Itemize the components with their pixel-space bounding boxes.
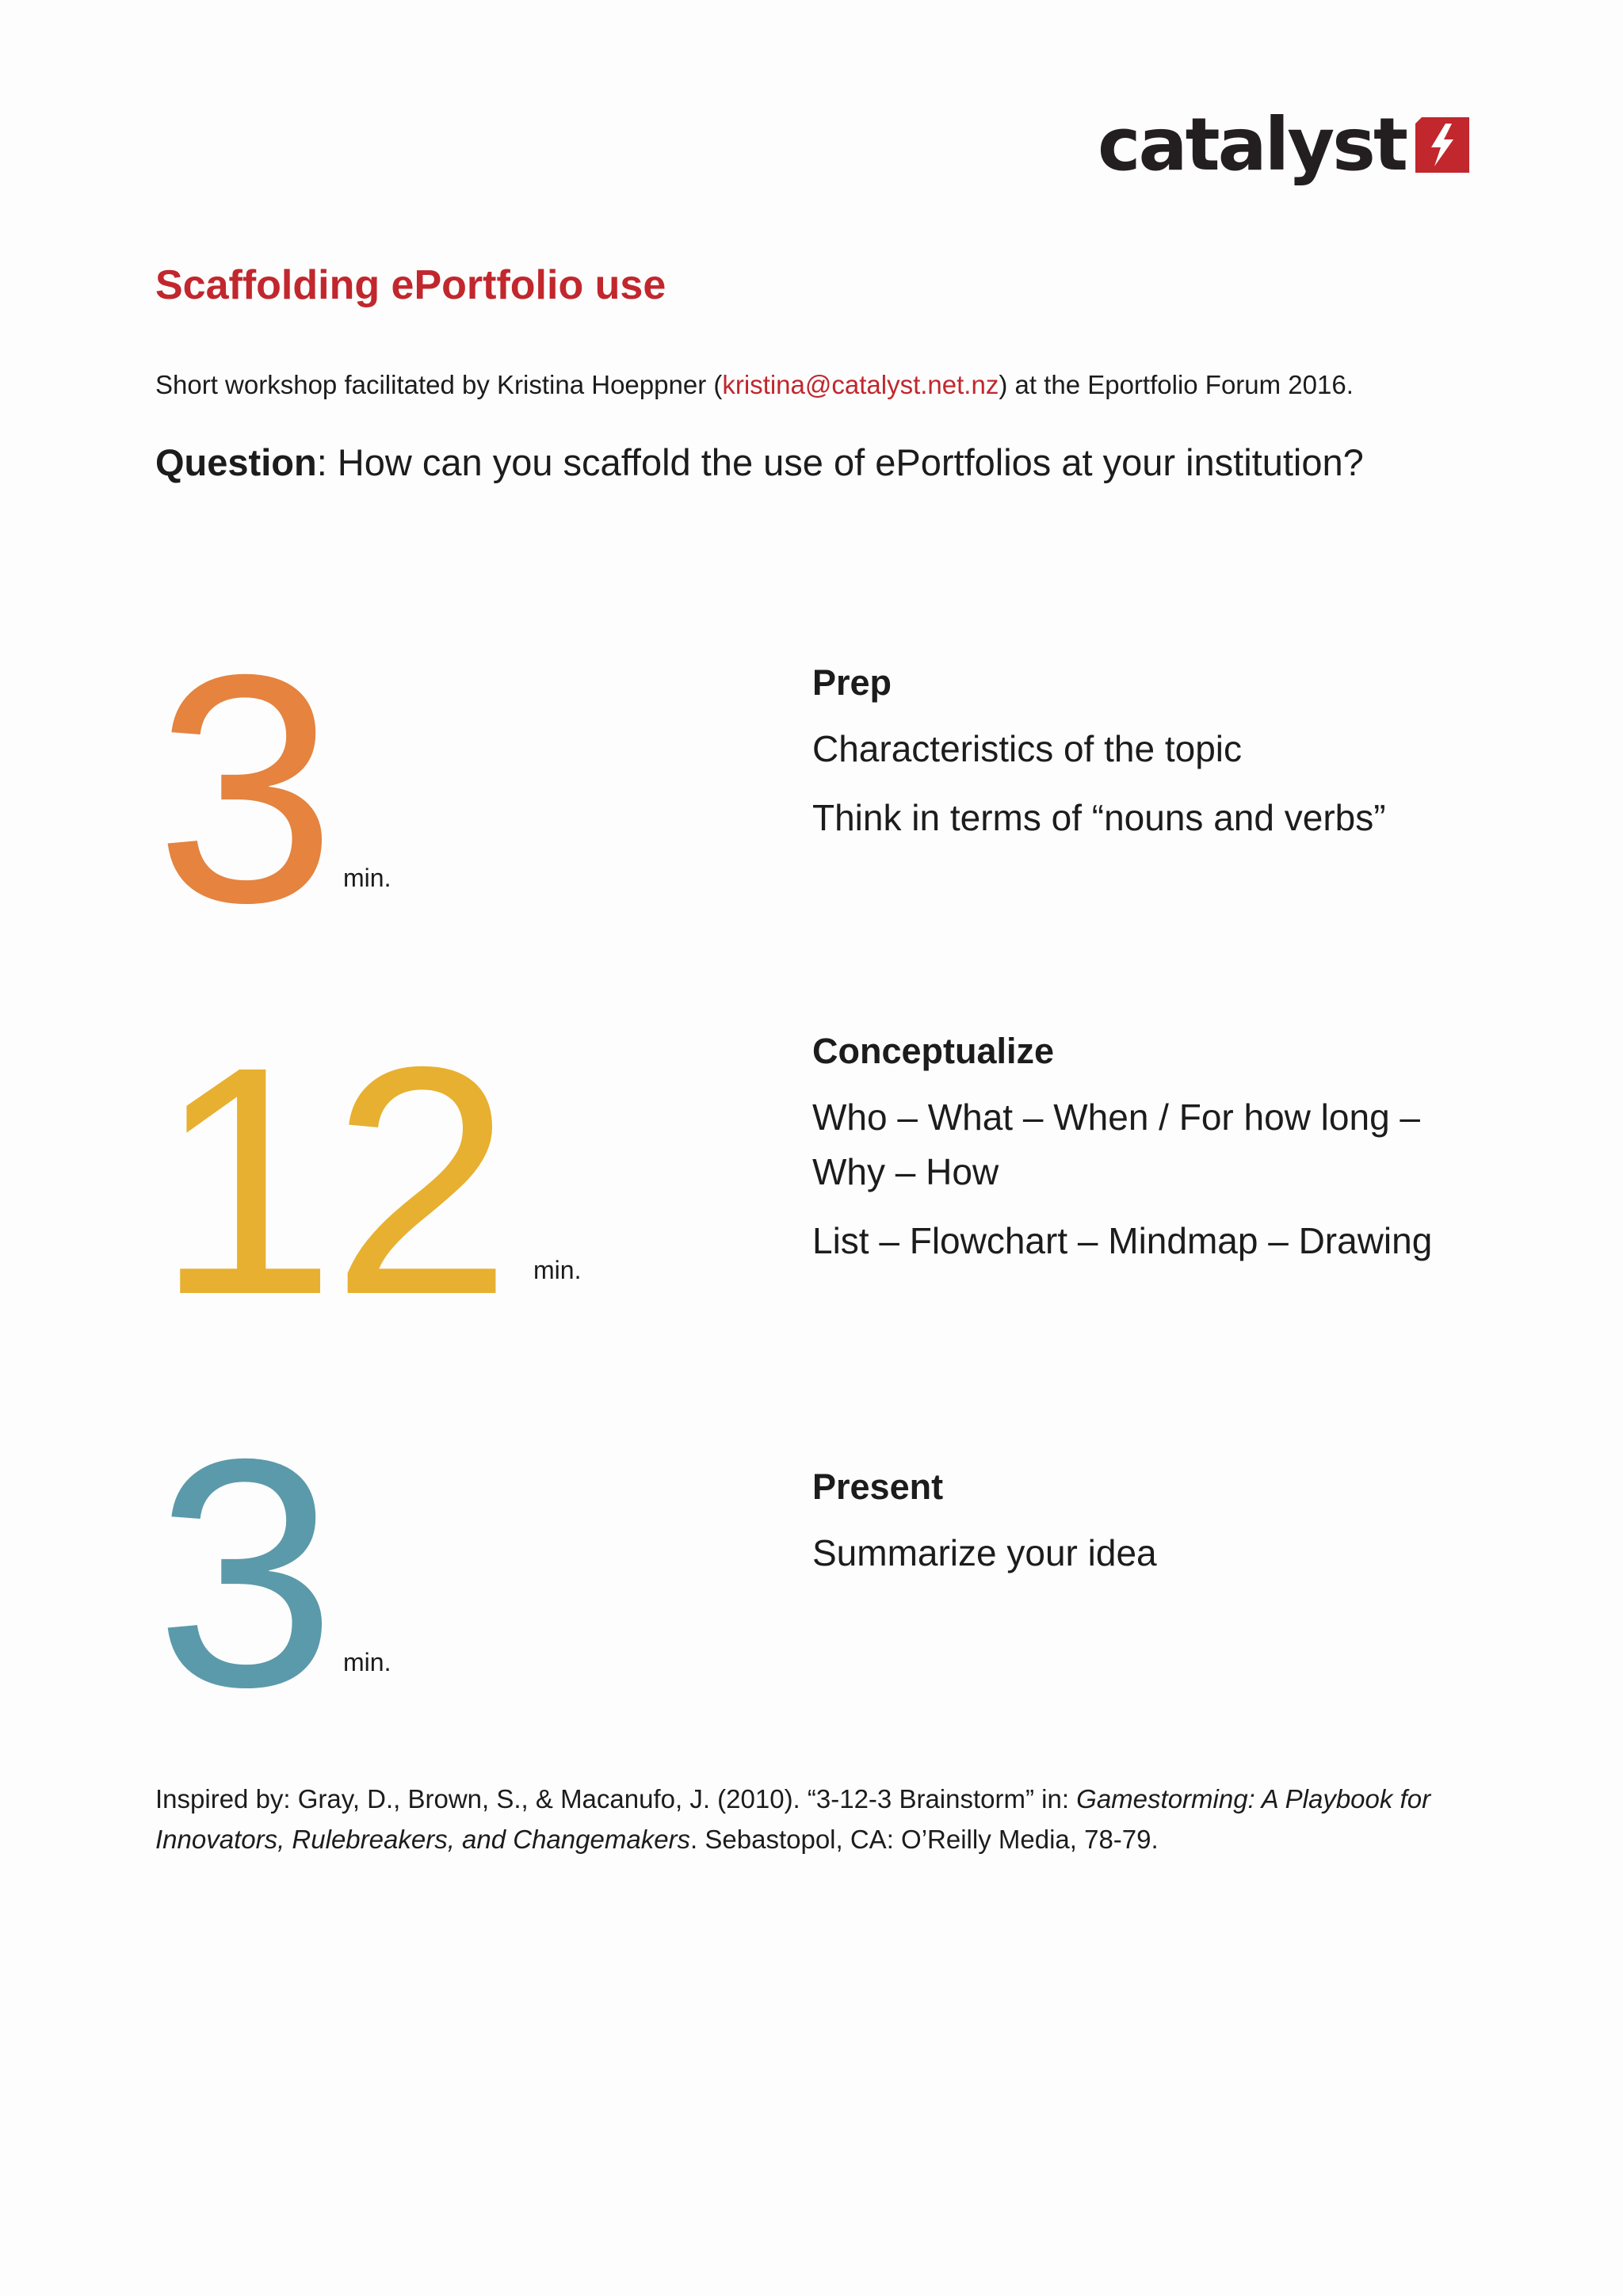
step-unit: min. — [343, 864, 391, 892]
step-title: Prep — [812, 662, 892, 703]
page-title: Scaffolding ePortfolio use — [155, 262, 666, 308]
step-title: Conceptualize — [812, 1031, 1055, 1071]
step-line: Who – What – When / For how long – Why – How — [812, 1097, 1421, 1192]
citation-suffix: . Sebastopol, CA: O’Reilly Media, 78-79. — [690, 1825, 1159, 1855]
step-unit: min. — [533, 1256, 582, 1284]
step-line: Think in terms of “nouns and verbs” — [812, 797, 1386, 838]
step-number: 12 — [155, 999, 508, 1362]
step-text — [812, 662, 1494, 860]
citation-prefix: Inspired by: Gray, D., Brown, S., & Macanufo, J. (2010). “3-12-3 Brainstorm” in: — [155, 1784, 1077, 1814]
step-number: 3 — [155, 1391, 332, 1754]
step-unit: min. — [343, 1648, 391, 1676]
step-title: Present — [812, 1466, 944, 1507]
step-number: 3 — [155, 607, 332, 970]
intro-before: Short workshop facilitated by Kristina Hoeppner ( — [155, 370, 723, 399]
intro-after: ) at the Eportfolio Forum 2016. — [999, 370, 1354, 399]
logo-wordmark: catalyst — [1098, 102, 1406, 187]
step-line: Characteristics of the topic — [812, 728, 1243, 769]
step-text — [812, 1030, 1494, 1283]
email-link[interactable]: kristina@catalyst.net.nz — [722, 370, 999, 399]
citation-book-title: Gamestorming: A Playbook for Innovators, Rulebreakers, and Changemakers — [155, 1784, 1431, 1855]
question — [155, 441, 1364, 484]
question-text: : How can you scaffold the use of ePortfolios at your institution? — [316, 441, 1364, 483]
step-text — [812, 1466, 1494, 1595]
catalyst-logo — [1098, 101, 1469, 189]
step-line: Summarize your idea — [812, 1532, 1157, 1573]
step-line: List – Flowchart – Mindmap – Drawing — [812, 1220, 1433, 1261]
intro-text — [155, 370, 1354, 400]
question-label: Question — [155, 441, 317, 483]
lightning-bolt-icon — [1415, 117, 1469, 173]
citation — [155, 1779, 1495, 1860]
